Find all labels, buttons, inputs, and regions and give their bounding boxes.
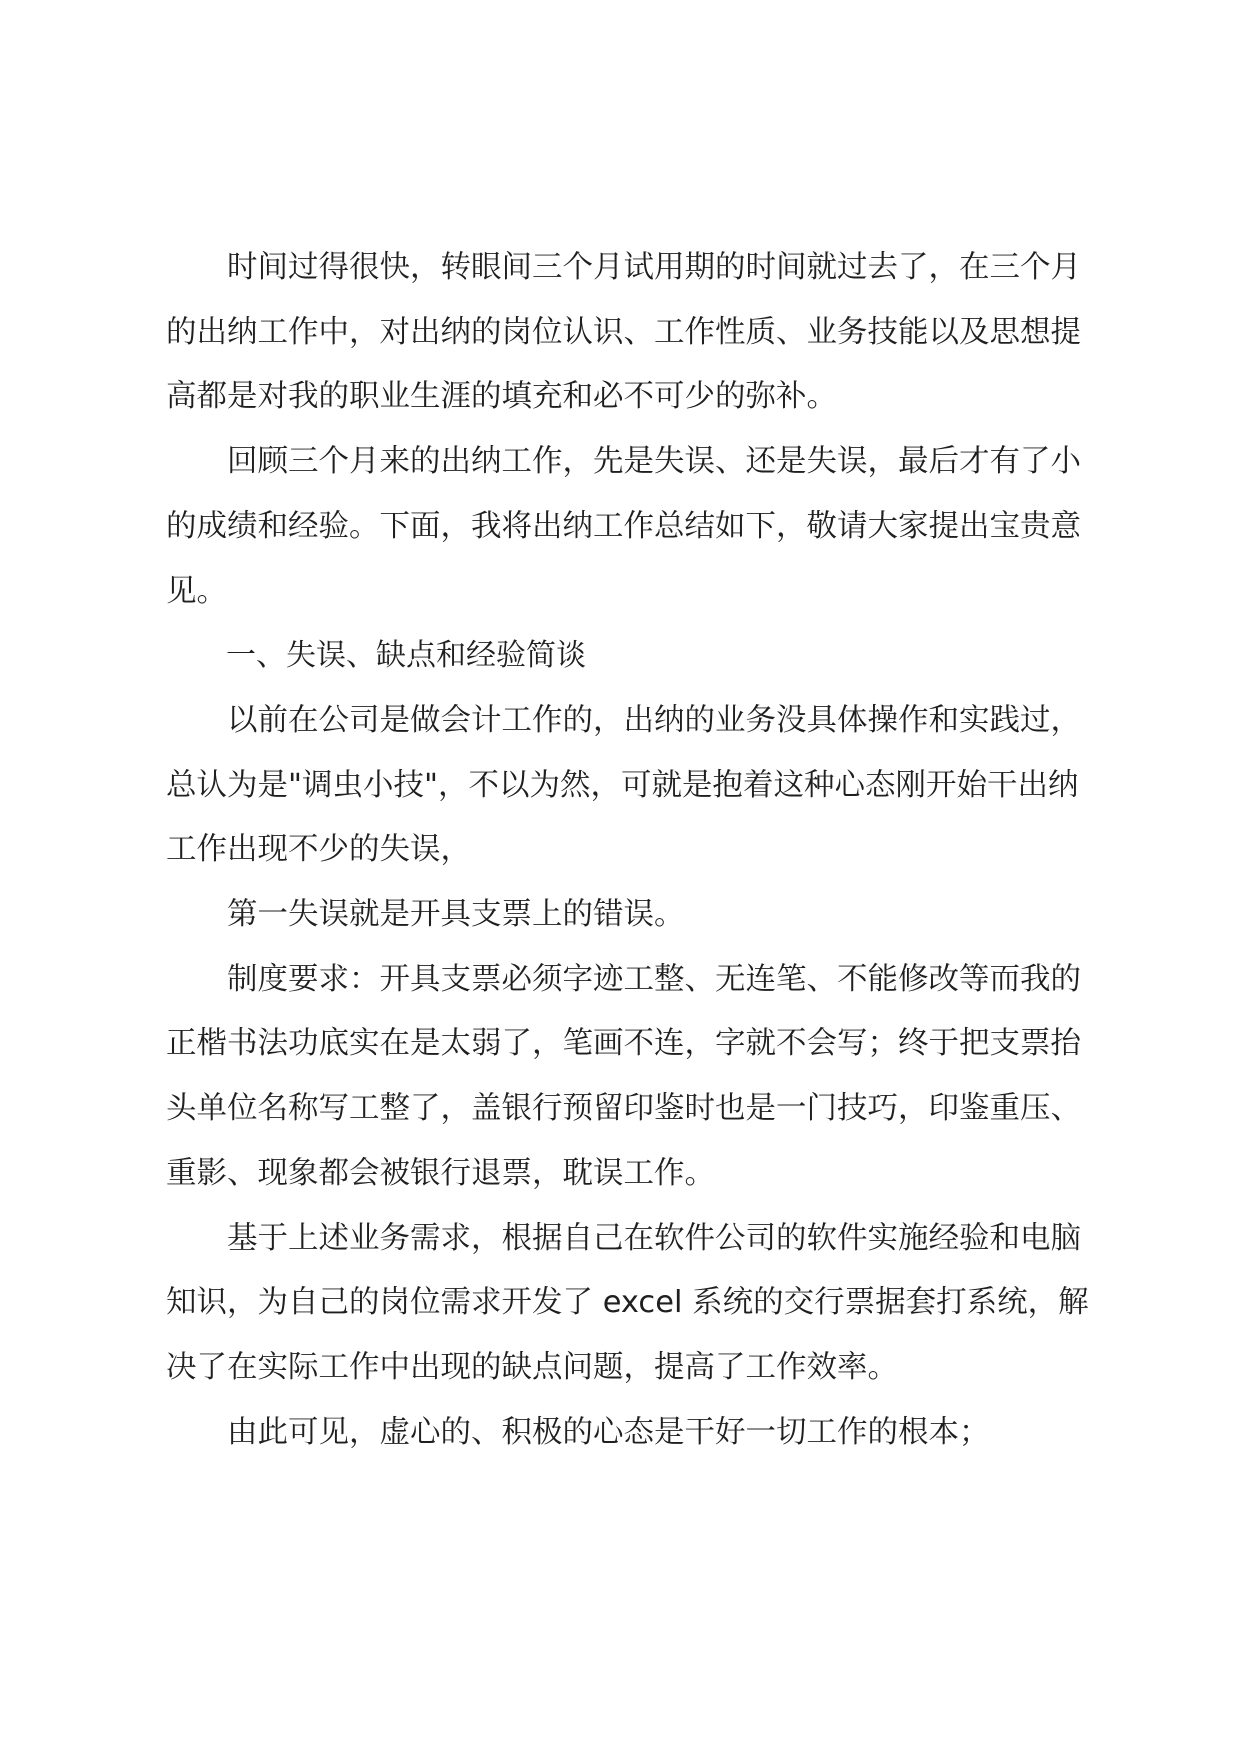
paragraph-rules: 制度要求：开具支票必须字迹工整、无连笔、不能修改等而我的正楷书法功底实在是太弱了，笔画不连，字就不会写；终于把支票抬头单位名称写工整了，盖银行预留印鉴时也是一门技巧，印鉴重压、重影、现象都会被银行退票，耽误工作。 xyxy=(166,961,1081,1191)
document-body xyxy=(166,236,1096,1465)
paragraph-conclusion: 由此可见，虚心的、积极的心态是干好一切工作的根本； xyxy=(227,1414,990,1450)
paragraph-solution: 基于上述业务需求，根据自己在软件公司的软件实施经验和电脑知识，为自己的岗位需求开发了 excel 系统的交行票据套打系统，解决了在实际工作中出现的缺点问题，提高了工作效率。 xyxy=(166,1220,1089,1385)
paragraph-first-mistake: 第一失误就是开具支票上的错误。 xyxy=(227,897,685,933)
section-heading: 一、失误、缺点和经验简谈 xyxy=(226,638,586,674)
paragraph-background: 以前在公司是做会计工作的，出纳的业务没具体操作和实践过，总认为是"调虫小技"，不以为然，可就是抱着这种心态刚开始干出纳工作出现不少的失误， xyxy=(166,702,1081,868)
paragraph-intro: 时间过得很快，转眼间三个月试用期的时间就过去了，在三个月的出纳工作中，对出纳的岗位认识、工作性质、业务技能以及思想提高都是对我的职业生涯的填充和必不可少的弥补。 xyxy=(166,250,1081,415)
paragraph-review: 回顾三个月来的出纳工作，先是失误、还是失误，最后才有了小的成绩和经验。下面，我将出纳工作总结如下，敬请大家提出宝贵意见。 xyxy=(166,444,1081,609)
